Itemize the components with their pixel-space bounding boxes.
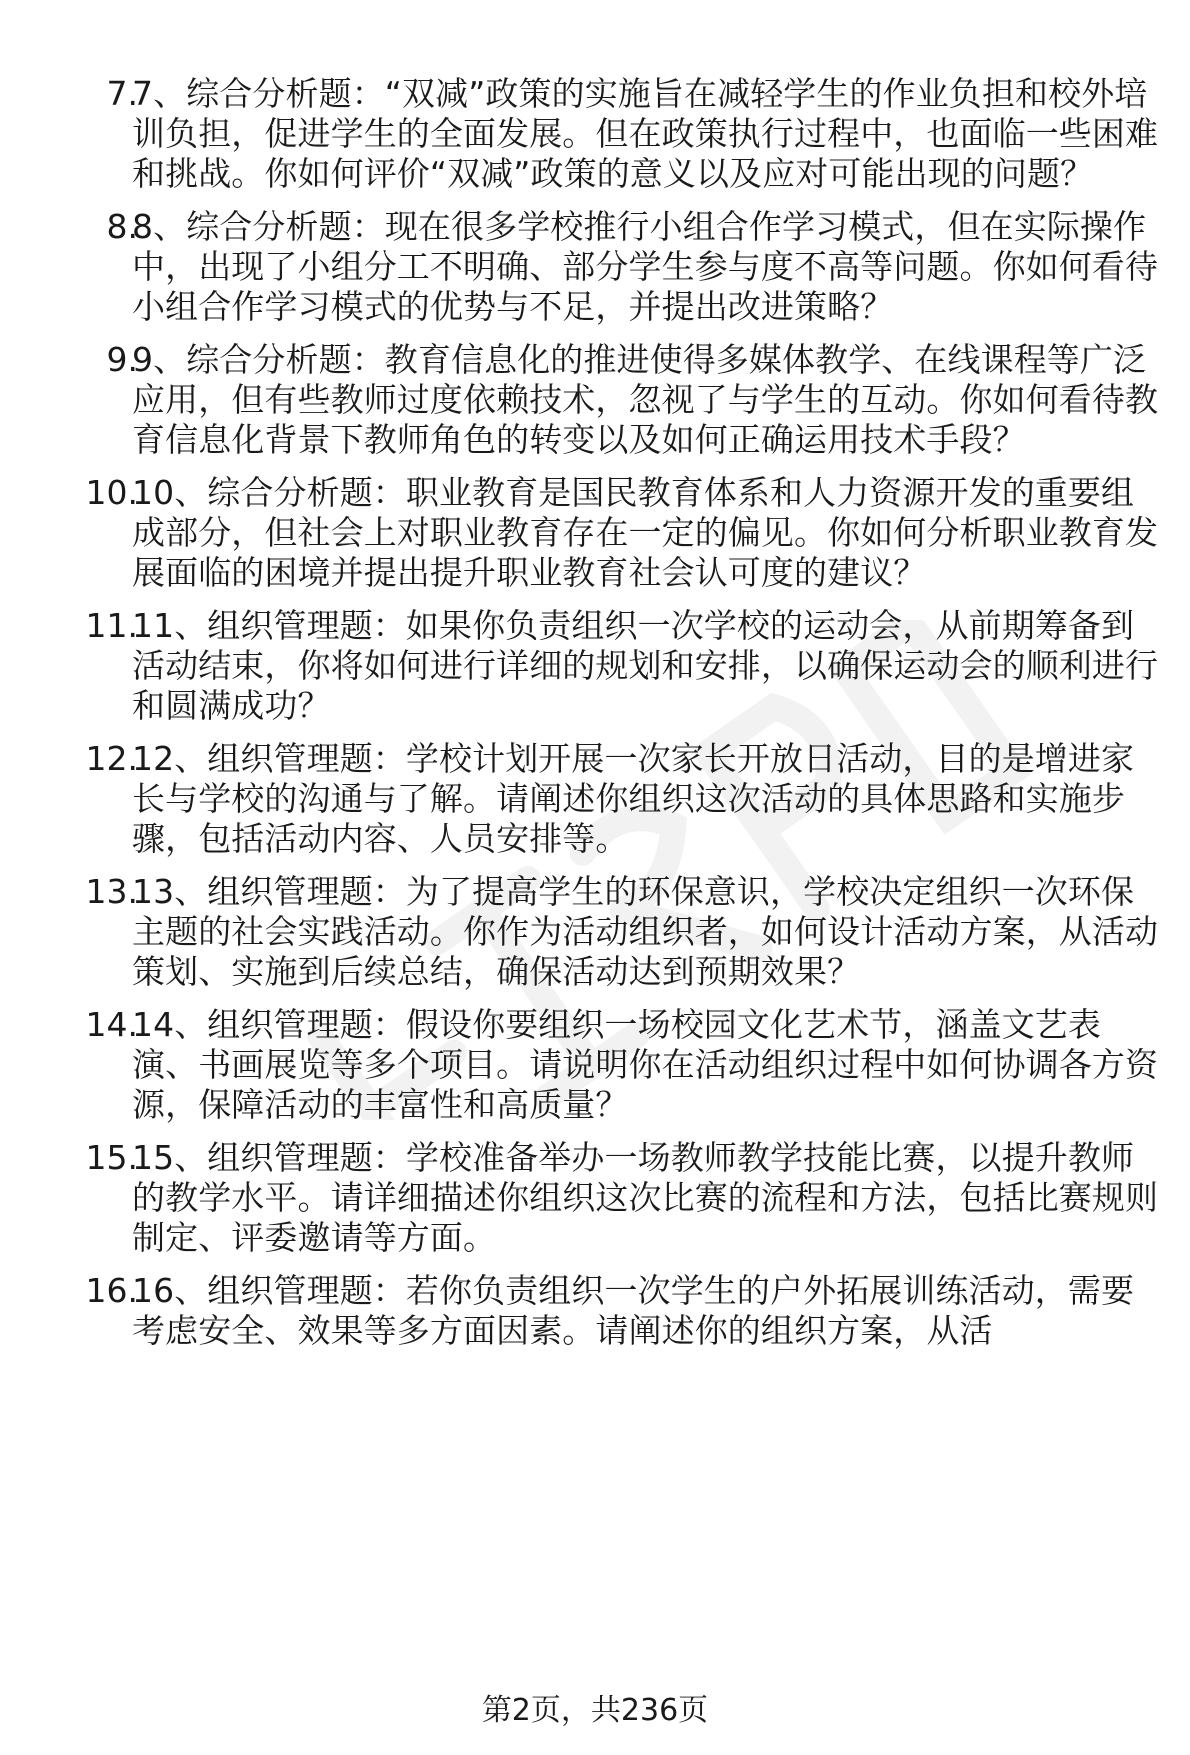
question-text: 15、组织管理题：学校准备举办一场教师教学技能比赛，以提升教师的教学水平。请详细描述你组织这次比赛的流程和方法，包括比赛规则制定、评委邀请等方面。: [132, 1138, 1159, 1257]
list-number: 11.: [85, 606, 138, 645]
question-text: 14、组织管理题：假设你要组织一场校园文化艺术节，涵盖文艺表演、书画展览等多个项目。请说明你在活动组织过程中如何协调各方资源，保障活动的丰富性和高质量？: [132, 1005, 1159, 1124]
question-text: 11、组织管理题：如果你负责组织一次学校的运动会，从前期筹备到活动结束，你将如何进行详细的规划和安排，以确保运动会的顺利进行和圆满成功？: [132, 606, 1159, 725]
list-number: 10.: [85, 473, 138, 512]
question-text: 9、综合分析题：教育信息化的推进使得多媒体教学、在线课程等广泛应用，但有些教师过度依赖技术，忽视了与学生的互动。你如何看待教育信息化背景下教师角色的转变以及如何正确运用技术手段？: [132, 340, 1159, 459]
question-text: 12、组织管理题：学校计划开展一次家长开放日活动，目的是增进家长与学校的沟通与了解。请阐述你组织这次活动的具体思路和实施步骤，包括活动内容、人员安排等。: [132, 739, 1135, 858]
question-text: 10、综合分析题：职业教育是国民教育体系和人力资源开发的重要组成部分，但社会上对职业教育存在一定的偏见。你如何分析职业教育发展面临的困境并提出提升职业教育社会认可度的建议？: [132, 473, 1159, 592]
list-item: [0, 872, 1190, 992]
list-item: [0, 606, 1190, 726]
list-number: 12.: [85, 739, 138, 778]
list-number: 7.: [106, 74, 138, 113]
question-text: 16、组织管理题：若你负责组织一次学生的户外拓展训练活动，需要考虑安全、效果等多方面因素。请阐述你的组织方案，从活: [132, 1271, 1135, 1350]
list-item: [0, 340, 1190, 460]
question-text: 8、综合分析题：现在很多学校推行小组合作学习模式，但在实际操作中，出现了小组分工不明确、部分学生参与度不高等问题。你如何看待小组合作学习模式的优势与不足，并提出改进策略？: [132, 207, 1159, 326]
list-item: [0, 74, 1190, 194]
question-text: 7、综合分析题：“双减”政策的实施旨在减轻学生的作业负担和校外培训负担，促进学生的全面发展。但在政策执行过程中，也面临一些困难和挑战。你如何评价“双减”政策的意义以及应对可能出现的问题？: [132, 74, 1159, 193]
list-number: 14.: [85, 1005, 138, 1044]
question-list: [0, 74, 1190, 1364]
question-text: 13、组织管理题：为了提高学生的环保意识，学校决定组织一次环保主题的社会实践活动。你作为活动组织者，如何设计活动方案，从活动策划、实施到后续总结，确保活动达到预期效果？: [132, 872, 1159, 991]
list-item: [0, 739, 1190, 859]
list-number: 15.: [85, 1138, 138, 1177]
list-number: 9.: [106, 340, 138, 379]
page-number-footer: 第2页，共236页: [481, 1693, 709, 1728]
list-item: [0, 1138, 1190, 1258]
list-number: 16.: [85, 1271, 138, 1310]
list-number: 13.: [85, 872, 138, 911]
list-item: [0, 1005, 1190, 1125]
list-item: [0, 473, 1190, 593]
list-number: 8.: [106, 207, 138, 246]
list-item: [0, 207, 1190, 327]
list-item: [0, 1271, 1190, 1351]
